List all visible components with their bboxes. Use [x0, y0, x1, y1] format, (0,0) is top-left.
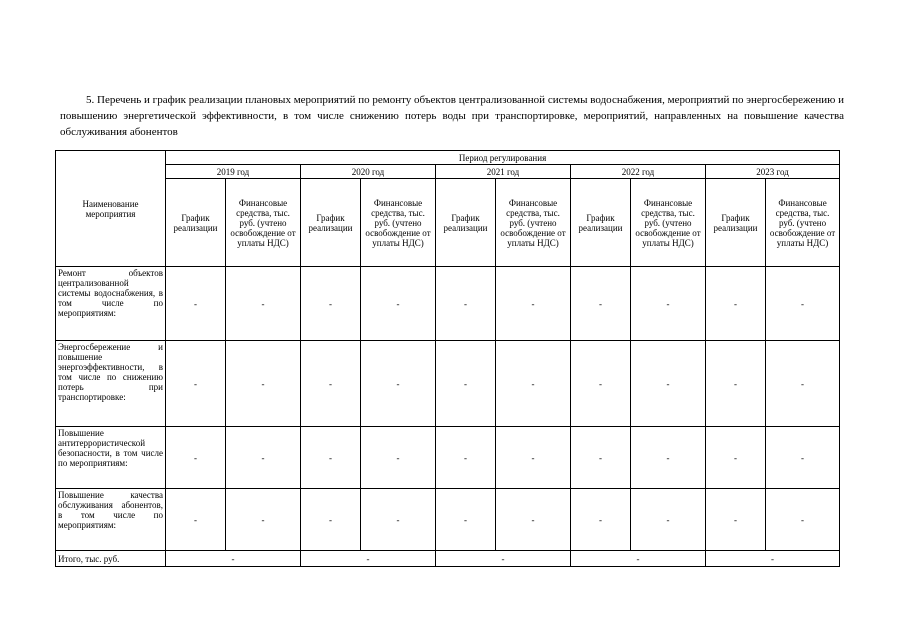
- total-cell: -: [706, 551, 840, 567]
- table-cell: -: [301, 427, 361, 489]
- table-cell: -: [436, 341, 496, 427]
- table-cell: -: [166, 427, 226, 489]
- schedule-header: График реализации: [571, 179, 631, 267]
- finance-header: Финансовые средства, тыс. руб. (учтено освобождение от уплаты НДС): [631, 179, 706, 267]
- table-row: [56, 267, 840, 341]
- table-cell: -: [706, 267, 766, 341]
- total-cell: -: [436, 551, 571, 567]
- activities-table: [55, 150, 840, 567]
- table-cell: -: [706, 489, 766, 551]
- table-cell: -: [361, 341, 436, 427]
- table-cell: -: [361, 267, 436, 341]
- table-row: [56, 427, 840, 489]
- table-cell: -: [361, 489, 436, 551]
- table-cell: -: [166, 489, 226, 551]
- year-header: 2019 год: [166, 165, 301, 179]
- finance-header: Финансовые средства, тыс. руб. (учтено освобождение от уплаты НДС): [226, 179, 301, 267]
- table-cell: -: [226, 267, 301, 341]
- total-cell: -: [571, 551, 706, 567]
- table-cell: -: [766, 489, 840, 551]
- table-cell: -: [631, 267, 706, 341]
- table-cell: -: [631, 341, 706, 427]
- finance-header: Финансовые средства, тыс. руб. (учтено освобождение от уплаты НДС): [766, 179, 840, 267]
- schedule-header: График реализации: [436, 179, 496, 267]
- table-row: [56, 489, 840, 551]
- table-cell: -: [361, 427, 436, 489]
- table-cell: -: [706, 427, 766, 489]
- activity-name: Энергосбережение и повышение энергоэффективности, в том числе по снижению потерь при транспортировке:: [56, 341, 166, 427]
- table-cell: -: [226, 341, 301, 427]
- table-cell: -: [571, 489, 631, 551]
- table-cell: -: [571, 427, 631, 489]
- table-cell: -: [301, 341, 361, 427]
- heading-line-3: мероприятий, направленных на повышение качества обслуживания абонентов: [60, 110, 844, 138]
- table-cell: -: [766, 427, 840, 489]
- period-header: Период регулирования: [166, 151, 840, 165]
- name-column-header: Наименование мероприятия: [56, 151, 166, 267]
- year-header: 2021 год: [436, 165, 571, 179]
- table-cell: -: [571, 267, 631, 341]
- table-cell: -: [166, 341, 226, 427]
- year-header: 2022 год: [571, 165, 706, 179]
- table-cell: -: [496, 341, 571, 427]
- total-cell: -: [166, 551, 301, 567]
- table-cell: -: [436, 267, 496, 341]
- activity-name: Повышение антитеррористической безопасности, в том числе по мероприятиям:: [56, 427, 166, 489]
- schedule-header: График реализации: [166, 179, 226, 267]
- table-cell: -: [301, 267, 361, 341]
- table-cell: -: [436, 427, 496, 489]
- finance-header: Финансовые средства, тыс. руб. (учтено освобождение от уплаты НДС): [496, 179, 571, 267]
- table-cell: -: [766, 267, 840, 341]
- table-cell: -: [226, 489, 301, 551]
- total-label: Итого, тыс. руб.: [56, 551, 166, 567]
- table-cell: -: [631, 427, 706, 489]
- table-cell: -: [496, 489, 571, 551]
- schedule-header: График реализации: [706, 179, 766, 267]
- heading-line-1: 5. Перечень и график реализации плановых мероприятий по ремонту объектов централизованной системы водоснабжения,: [86, 94, 665, 106]
- total-cell: -: [301, 551, 436, 567]
- table-cell: -: [436, 489, 496, 551]
- section-heading: [60, 92, 844, 140]
- year-header: 2020 год: [301, 165, 436, 179]
- table-cell: -: [301, 489, 361, 551]
- table-cell: -: [571, 341, 631, 427]
- table-cell: -: [226, 427, 301, 489]
- table-row: [56, 341, 840, 427]
- table-cell: -: [766, 341, 840, 427]
- schedule-header: График реализации: [301, 179, 361, 267]
- heading-line-2: мероприятий по энергосбережению и повышению энергетической эффективности, в том числе снижению потерь воды при транспортировке,: [60, 94, 845, 122]
- table-cell: -: [496, 427, 571, 489]
- table-cell: -: [631, 489, 706, 551]
- table-cell: -: [706, 341, 766, 427]
- finance-header: Финансовые средства, тыс. руб. (учтено освобождение от уплаты НДС): [361, 179, 436, 267]
- table-cell: -: [166, 267, 226, 341]
- activity-name: Ремонт объектов централизованной системы водоснабжения, в том числе по мероприятиям:: [56, 267, 166, 341]
- table-cell: -: [496, 267, 571, 341]
- year-header: 2023 год: [706, 165, 840, 179]
- total-row: [56, 551, 840, 567]
- activity-name: Повышение качества обслуживания абонентов, в том числе по мероприятиям:: [56, 489, 166, 551]
